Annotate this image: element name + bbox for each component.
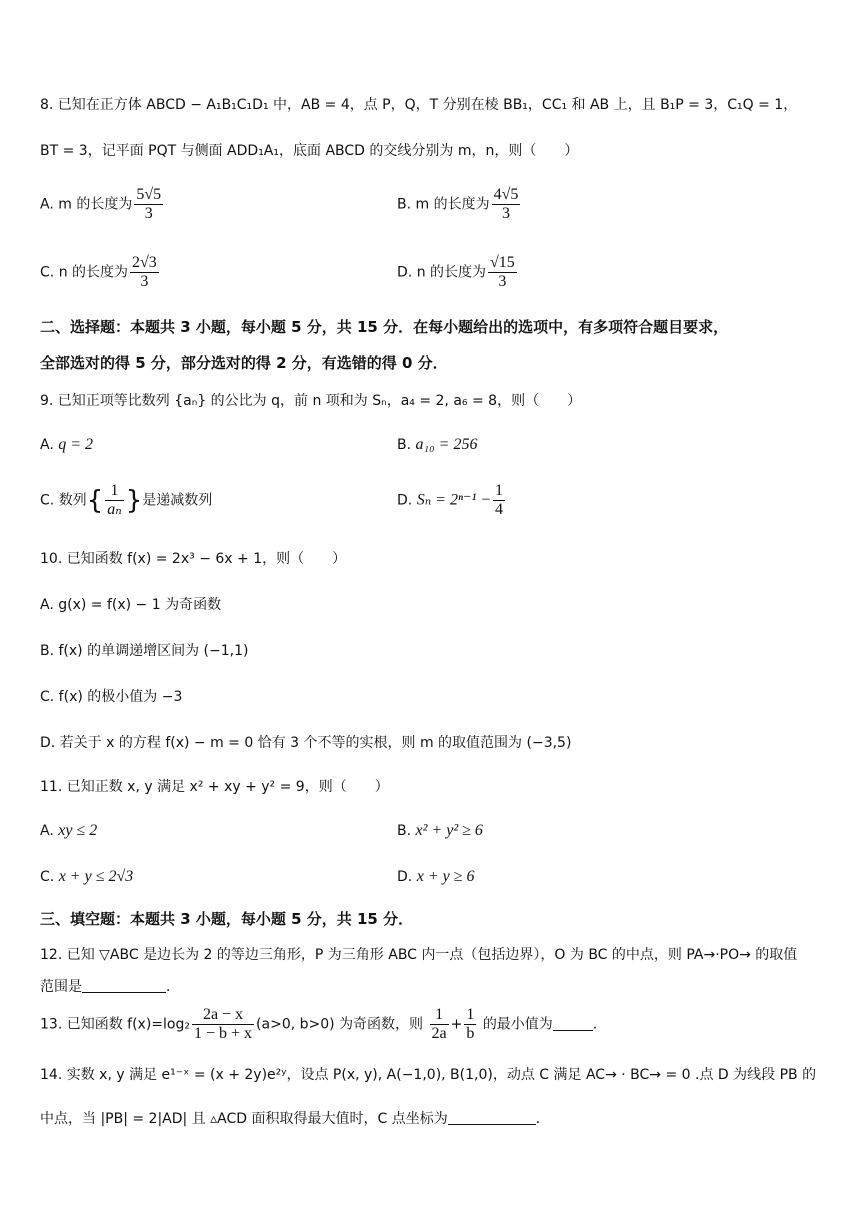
q8-stem-line2: BT = 3，记平面 PQT 与侧面 ADD₁A₁，底面 ABCD 的交线分别为 m，n，则（ ）	[40, 143, 579, 159]
q9-option-c: C. 数列{ $\frac{1}{\text{aₙ}}$ }是递减数列	[40, 482, 213, 518]
q8-a-fraction: $\frac{5√5}{3}$	[136, 186, 162, 222]
q9-stem: 9. 已知正项等比数列 {aₙ} 的公比为 q，前 n 项和为 Sₙ，a₄ = 2, a₆ = 8，则（ ）	[40, 393, 582, 409]
q14-stem-line1: 14. 实数 x, y 满足 e¹⁻ˣ = (x + 2y)e²ʸ，设点 P(x, y), A(−1,0), B(1,0)，动点 C 满足 AC→ · BC→ = 0 .点 D 为线段 PB 的	[40, 1067, 817, 1083]
q8-c-fraction: $\frac{2√3}{3}$	[132, 254, 157, 290]
q13-fraction-1-over-b: $\frac{1}{b}$	[466, 1006, 475, 1042]
q11-option-a: A. xy ≤ 2	[40, 822, 98, 839]
q9-d-fraction: $\frac{1}{4}$	[495, 482, 504, 518]
q10-stem: 10. 已知函数 f(x) = 2x³ − 6x + 1，则（ ）	[40, 551, 347, 567]
q10-option-a: A. g(x) = f(x) − 1 为奇函数	[40, 597, 222, 613]
q8-b-fraction: $\frac{4√5}{3}$	[493, 186, 519, 222]
q13-fraction-1-over-2a: $\frac{1}{2a}$	[431, 1006, 447, 1042]
q8-option-a: A. m 的长度为 $\frac{5√5}{3}$	[40, 186, 162, 222]
q8-d-fraction: $\frac{√15}{3}$	[490, 254, 515, 290]
q9-option-b: B. a₁₀ = 256	[397, 436, 478, 453]
q12-answer-blank	[82, 978, 166, 993]
q12-stem-line2: 范围是 ．	[40, 979, 180, 995]
q13-answer-blank	[553, 1016, 593, 1031]
q8-stem-line1: 8. 已知在正方体 ABCD − A₁B₁C₁D₁ 中，AB = 4，点 P，Q，T 分别在棱 BB₁，CC₁ 和 AB 上，且 B₁P = 3，C₁Q = 1，	[40, 97, 798, 113]
q10-option-c: C. f(x) 的极小值为 −3	[40, 689, 183, 705]
q11-stem: 11. 已知正数 x, y 满足 x² + xy + y² = 9，则（ ）	[40, 779, 389, 795]
q11-option-d: D. x + y ≥ 6	[397, 868, 475, 885]
q11-option-b: B. x² + y² ≥ 6	[397, 822, 483, 839]
q9-option-a: A. q = 2	[40, 436, 94, 453]
q12-stem-line1: 12. 已知 ▽ABC 是边长为 2 的等边三角形，P 为三角形 ABC 内一点（包括边界），O 为 BC 的中点，则 PA→·PO→ 的取值	[40, 947, 798, 963]
q8-option-d: D. n 的长度为 $\frac{√15}{3}$	[397, 254, 515, 290]
q8-option-c: C. n 的长度为 $\frac{2√3}{3}$	[40, 254, 157, 290]
q9-option-d: D. Sₙ = 2ⁿ⁻¹ − $\frac{1}{4}$	[397, 482, 504, 518]
section-2-heading-line2: 全部选对的得 5 分，部分选对的得 2 分，有选错的得 0 分．	[40, 354, 448, 372]
q8-option-b: B. m 的长度为 $\frac{4√5}{3}$	[397, 186, 519, 222]
q10-option-b: B. f(x) 的单调递增区间为 (−1,1)	[40, 643, 249, 659]
q10-option-d: D. 若关于 x 的方程 f(x) − m = 0 恰有 3 个不等的实根，则 m 的取值范围为 (−3,5)	[40, 735, 572, 751]
section-3-heading: 三、填空题：本题共 3 小题，每小题 5 分，共 15 分．	[40, 910, 414, 928]
q13-log-fraction: $\frac{2a - x}{1 - b + x}$	[194, 1006, 253, 1042]
section-2-heading-line1: 二、选择题：本题共 3 小题，每小题 5 分，共 15 分．在每小题给出的选项中，有多项符合题目要求，	[40, 318, 729, 336]
q9-c-fraction: $\frac{1}{\text{aₙ}}$	[107, 482, 122, 518]
q14-answer-blank	[448, 1110, 536, 1125]
q11-option-c: C. x + y ≤ 2√3	[40, 868, 134, 885]
q14-stem-line2: 中点，当 |PB| = 2|AD| 且 ▵ACD 面积取得最大值时，C 点坐标为 ．	[40, 1111, 550, 1127]
q13-stem: 13. 已知函数 f(x)=log₂ $\frac{2a - x}{1 - b + x}$ (a>0, b>0) 为奇函数，则 $\frac{1}{2a}$ + $\frac{1}{b}$ 的最小值为 ．	[40, 1006, 607, 1042]
